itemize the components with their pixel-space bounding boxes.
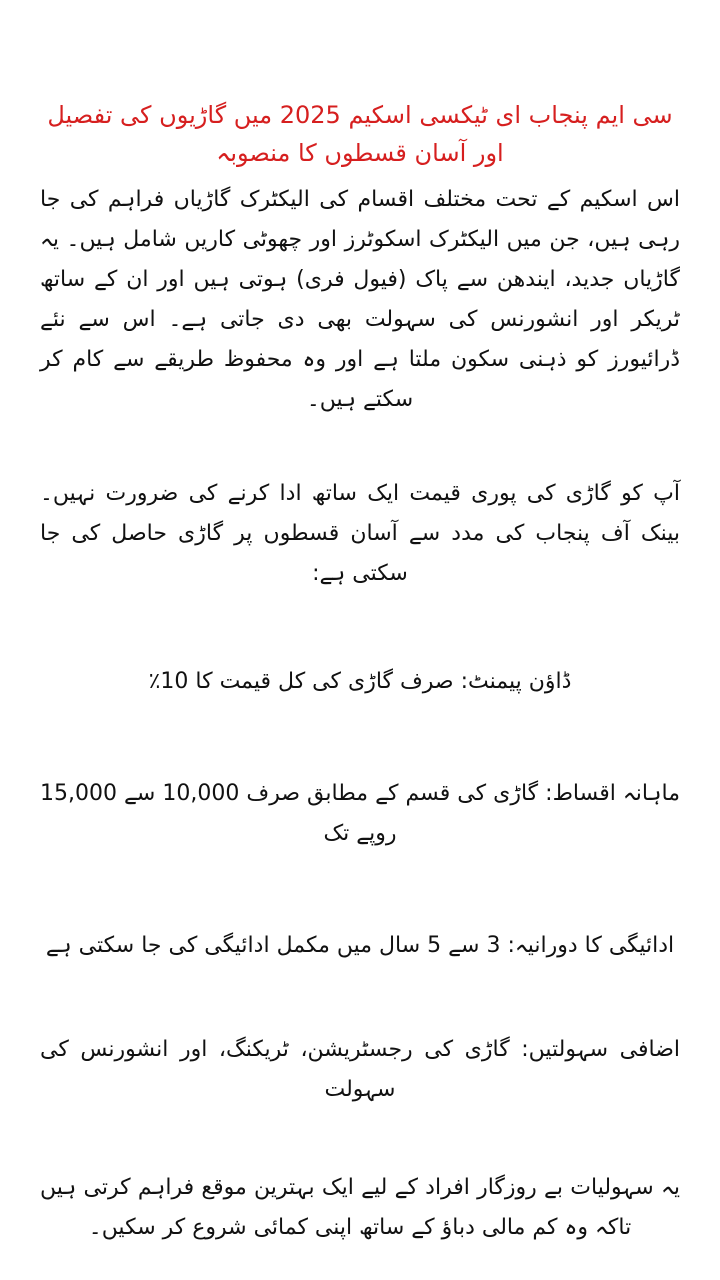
paragraph-installments-intro: آپ کو گاڑی کی پوری قیمت ایک ساتھ ادا کرنے کی ضرورت نہیں۔ بینک آف پنجاب کی مدد سے آسان قسطوں پر گاڑی حاصل کی جا سکتی ہے: xyxy=(40,481,680,586)
paragraph-scheme-intro: اس اسکیم کے تحت مختلف اقسام کی الیکٹرک گاڑیاں فراہم کی جا رہی ہیں، جن میں الیکٹرک اسکوٹرز اور چھوٹی کاریں شامل ہیں۔ یہ گاڑیاں جدید، ایندھن سے پاک (فیول فری) ہوتی ہیں اور ان کے ساتھ ٹریکر اور انشورنس کی سہولت بھی دی جاتی ہے۔ اس سے نئے ڈرائیورز کو ذہنی سکون ملتا ہے اور وہ محفوظ طریقے سے کام کر سکتے ہیں۔ xyxy=(40,187,680,412)
paragraph-conclusion: یہ سہولیات بے روزگار افراد کے لیے ایک بہترین موقع فراہم کرتی ہیں تاکہ وہ کم مالی دباؤ کے ساتھ اپنی کمائی شروع کر سکیں۔ xyxy=(40,1175,680,1240)
paragraph-monthly-installments: ماہانہ اقساط: گاڑی کی قسم کے مطابق صرف 10,000 سے 15,000 روپے تک xyxy=(40,781,680,846)
paragraph-down-payment: ڈاؤن پیمنٹ: صرف گاڑی کی کل قیمت کا 10٪ xyxy=(148,669,572,694)
paragraph-extra-facilities: اضافی سہولتیں: گاڑی کی رجسٹریشن، ٹریکنگ، اور انشورنس کی سہولت xyxy=(40,1037,680,1102)
article-title: سی ایم پنجاب ای ٹیکسی اسکیم 2025 میں گاڑیوں کی تفصیل اور آسان قسطوں کا منصوبہ xyxy=(47,101,673,167)
paragraph-payment-duration: ادائیگی کا دورانیہ: 3 سے 5 سال میں مکمل ادائیگی کی جا سکتی ہے xyxy=(45,933,675,958)
